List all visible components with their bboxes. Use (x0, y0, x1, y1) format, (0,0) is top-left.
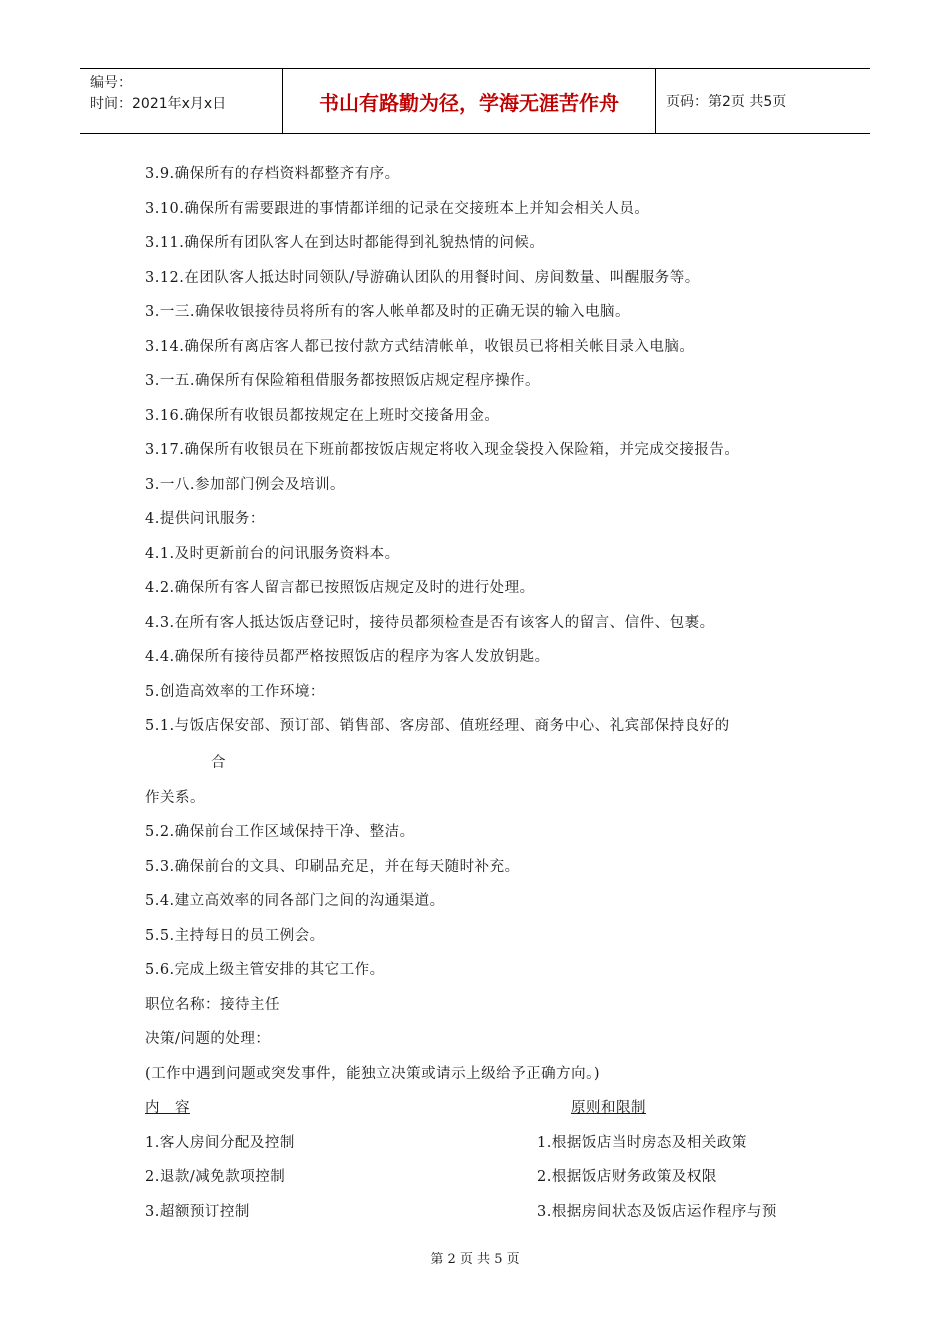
time-label: 时间：2021年x月x日 (90, 96, 227, 112)
table-cell: 3.根据房间状态及饭店运作程序与预 (537, 1204, 777, 1220)
text-line: 3.一三.确保收银接待员将所有的客人帐单都及时的正确无误的输入电脑。 (145, 304, 630, 320)
section-heading: 4.提供问讯服务： (145, 511, 265, 527)
text-line: 3.9.确保所有的存档资料都整齐有序。 (145, 166, 400, 182)
text-line: 作关系。 (145, 790, 205, 806)
section-heading: 5.创造高效率的工作环境： (145, 684, 325, 700)
text-line: 5.2.确保前台工作区域保持干净、整洁。 (145, 824, 415, 840)
text-line: 3.17.确保所有收银员在下班前都按饭店规定将收入现金袋投入保险箱，并完成交接报告。 (145, 442, 740, 458)
table-cell: 3.超额预订控制 (145, 1204, 250, 1220)
text-line: 4.3.在所有客人抵达饭店登记时，接待员都须检查是否有该客人的留言、信件、包裹。 (145, 615, 715, 631)
job-title: 职位名称：接待主任 (145, 997, 280, 1013)
table-cell: 1.客人房间分配及控制 (145, 1135, 295, 1151)
text-line: 3.一五.确保所有保险箱租借服务都按照饭店规定程序操作。 (145, 373, 540, 389)
header-page-info: 页码：第2页 共5页 (666, 94, 787, 110)
text-line: 3.10.确保所有需要跟进的事情都详细的记录在交接班本上并知会相关人员。 (145, 201, 650, 217)
table-cell: 1.根据饭店当时房态及相关政策 (537, 1135, 747, 1151)
text-line: 5.6.完成上级主管安排的其它工作。 (145, 962, 385, 978)
text-line: (工作中遇到问题或突发事件，能独立决策或请示上级给予正确方向。) (145, 1066, 601, 1082)
number-label: 编号： (90, 75, 132, 91)
text-line: 5.3.确保前台的文具、印刷品充足，并在每天随时补充。 (145, 859, 520, 875)
table-cell: 2.退款/减免款项控制 (145, 1169, 286, 1185)
page-header (80, 68, 870, 134)
text-line: 3.一八.参加部门例会及培训。 (145, 477, 345, 493)
text-line: 3.12.在团队客人抵达时同领队/导游确认团队的用餐时间、房间数量、叫醒服务等。 (145, 270, 700, 286)
text-line: 5.5.主持每日的员工例会。 (145, 928, 325, 944)
header-meta (80, 69, 283, 133)
text-line: 5.4.建立高效率的同各部门之间的沟通渠道。 (145, 893, 445, 909)
text-line: 合 (211, 755, 226, 771)
table-header-content: 内 容 (145, 1100, 190, 1116)
text-line: 3.11.确保所有团队客人在到达时都能得到礼貌热情的问候。 (145, 235, 545, 251)
text-line: 4.2.确保所有客人留言都已按照饭店规定及时的进行处理。 (145, 580, 535, 596)
table-header-rules: 原则和限制 (571, 1100, 646, 1116)
text-line: 4.4.确保所有接待员都严格按照饭店的程序为客人发放钥匙。 (145, 649, 550, 665)
text-line: 3.14.确保所有离店客人都已按付款方式结清帐单，收银员已将相关帐目录入电脑。 (145, 339, 695, 355)
text-line: 5.1.与饭店保安部、预订部、销售部、客房部、值班经理、商务中心、礼宾部保持良好的 (145, 718, 730, 734)
text-line: 3.16.确保所有收银员都按规定在上班时交接备用金。 (145, 408, 500, 424)
text-line: 4.1.及时更新前台的问讯服务资料本。 (145, 546, 400, 562)
table-cell: 2.根据饭店财务政策及权限 (537, 1169, 717, 1185)
text-line: 决策/问题的处理： (145, 1031, 271, 1047)
page-footer: 第 2 页 共 5 页 (430, 1252, 520, 1267)
header-motto: 书山有路勤为径，学海无涯苦作舟 (283, 69, 656, 133)
